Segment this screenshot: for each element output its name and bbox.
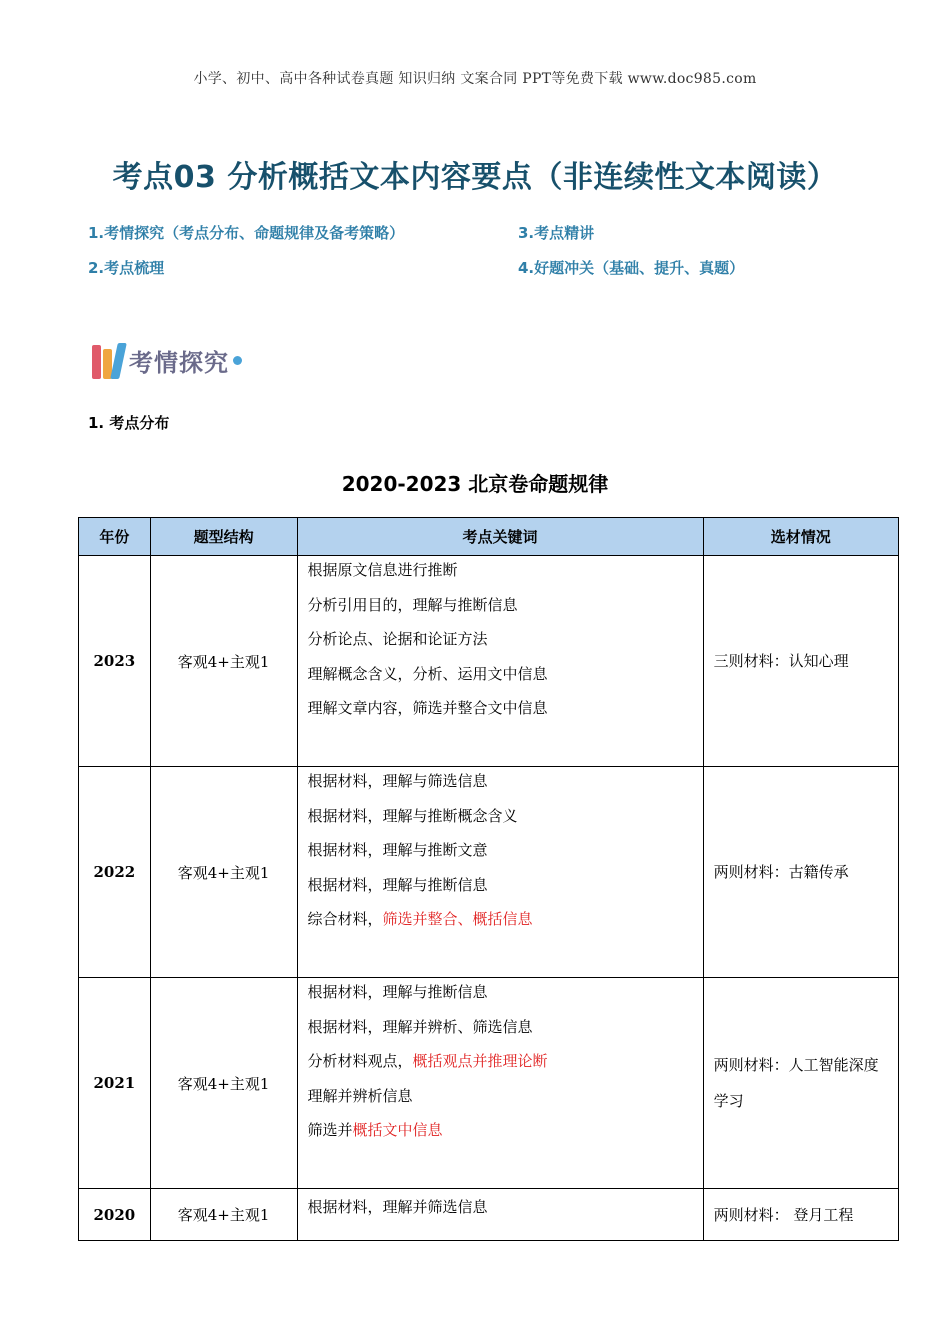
table-row: [79, 556, 899, 767]
cell-material: 两则材料： 登月工程: [703, 1189, 898, 1241]
keyword-line: [308, 840, 693, 875]
exam-pattern-table: [78, 517, 899, 1241]
keyword-text: 分析材料观点，: [307, 1052, 413, 1070]
keyword-line: [308, 1017, 693, 1052]
keyword-line: [308, 982, 693, 1017]
keyword-line: [308, 1120, 693, 1155]
keyword-highlight: 筛选并整合、概括信息: [382, 910, 533, 928]
keyword-text: 筛选并: [307, 1121, 353, 1139]
keyword-line: [308, 909, 693, 944]
col-header-keywords: 考点关键词: [297, 518, 703, 556]
keyword-line: [308, 664, 693, 699]
toc-item-2[interactable]: 2.考点梳理: [88, 259, 165, 277]
section-heading: 1. 考点分布: [88, 414, 170, 432]
cell-structure: 客观4+主观1: [150, 978, 297, 1189]
page-title: 考点03 分析概括文本内容要点（非连续性文本阅读）: [112, 160, 838, 195]
cell-year: 2022: [79, 767, 151, 978]
keyword-line: [308, 698, 693, 733]
toc-item-1[interactable]: 1.考情探究（考点分布、命题规律及备考策略）: [88, 224, 405, 242]
cell-structure: 客观4+主观1: [150, 556, 297, 767]
cell-year: 2021: [79, 978, 151, 1189]
cell-structure: 客观4+主观1: [150, 767, 297, 978]
col-header-structure: 题型结构: [150, 518, 297, 556]
keyword-line: [308, 771, 693, 806]
cell-material: 两则材料：人工智能深度学习: [703, 978, 898, 1189]
keyword-text: 理解文章内容，筛选并整合文中信息: [307, 699, 548, 717]
cell-year: 2020: [79, 1189, 151, 1241]
books-icon: [92, 341, 125, 379]
keyword-text: 根据原文信息进行推断: [307, 561, 458, 579]
keyword-text: 根据材料，理解与推断概念含义: [307, 806, 518, 825]
keyword-line: [308, 806, 693, 841]
cell-keywords: [297, 767, 703, 978]
keyword-text: 根据材料，理解与推断信息: [307, 875, 488, 894]
cell-structure: 客观4+主观1: [150, 1189, 297, 1241]
keyword-line: [308, 595, 693, 630]
keyword-line: [308, 1197, 693, 1232]
dot-icon: [233, 356, 242, 365]
col-header-year: 年份: [79, 518, 151, 556]
keyword-text: 分析论点、论据和论证方法: [307, 630, 488, 648]
toc-item-4[interactable]: 4.好题冲关（基础、提升、真题）: [518, 259, 745, 277]
keyword-text: 根据材料，理解与推断信息: [307, 983, 488, 1001]
table-header-row: [79, 518, 899, 556]
keyword-text: 分析引用目的，理解与推断信息: [307, 595, 518, 614]
keyword-text: 根据材料，理解并筛选信息: [307, 1198, 488, 1217]
table-title: 2020-2023 北京卷命题规律: [341, 472, 609, 496]
keyword-text: 根据材料，理解与筛选信息: [307, 772, 488, 790]
col-header-material: 选材情况: [703, 518, 898, 556]
cell-material: 三则材料：认知心理: [703, 556, 898, 767]
table-row: [79, 978, 899, 1189]
badge-label: 考情探究: [129, 348, 229, 377]
keyword-text: 综合材料，: [307, 910, 383, 928]
keyword-highlight: 概括观点并推理论断: [412, 1052, 548, 1070]
page-header: 小学、初中、高中各种试卷真题 知识归纳 文案合同 PPT等免费下载 www.doc985.com: [193, 71, 757, 87]
cell-year: 2023: [79, 556, 151, 767]
keyword-text: 根据材料，理解并辨析、筛选信息: [307, 1017, 533, 1036]
cell-keywords: [297, 978, 703, 1189]
keyword-line: [308, 560, 693, 595]
table-row: [79, 767, 899, 978]
keyword-line: [308, 1051, 693, 1086]
section-badge: [92, 338, 242, 382]
table-row: [79, 1189, 899, 1241]
cell-keywords: [297, 1189, 703, 1241]
keyword-text: 理解概念含义，分析、运用文中信息: [307, 664, 548, 683]
keyword-text: 理解并辨析信息: [307, 1086, 413, 1105]
keyword-line: [308, 875, 693, 910]
cell-material: 两则材料：古籍传承: [703, 767, 898, 978]
toc-item-3[interactable]: 3.考点精讲: [518, 224, 595, 242]
keyword-text: 根据材料，理解与推断文意: [307, 841, 488, 859]
keyword-line: [308, 1086, 693, 1121]
cell-keywords: [297, 556, 703, 767]
keyword-line: [308, 629, 693, 664]
keyword-highlight: 概括文中信息: [352, 1121, 443, 1139]
